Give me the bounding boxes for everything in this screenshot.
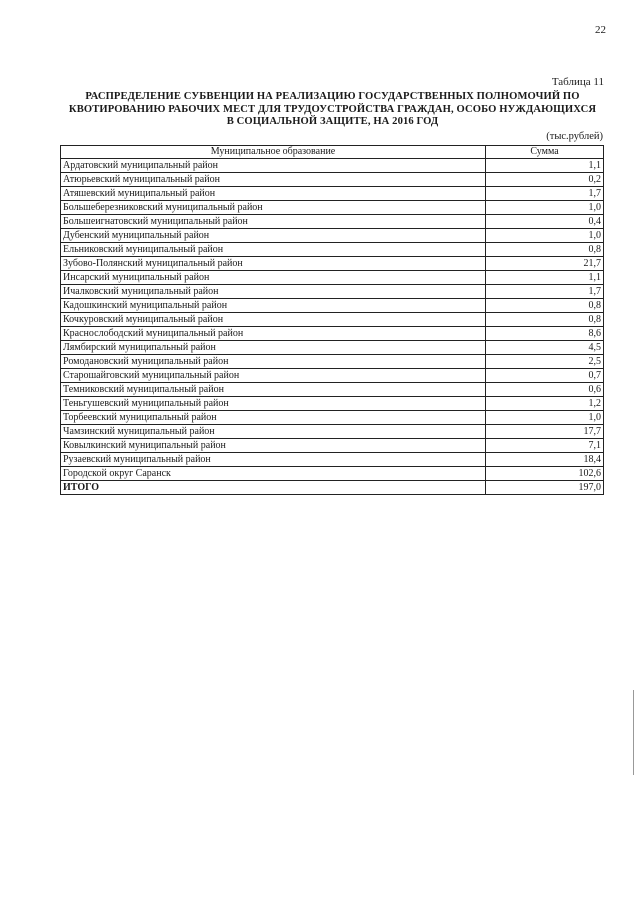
sum-cell: 0,7 (486, 369, 604, 383)
municipality-cell: Торбеевский муниципальный район (61, 411, 486, 425)
table-row (61, 341, 604, 355)
sum-cell: 0,2 (486, 173, 604, 187)
sum-cell: 1,1 (486, 271, 604, 285)
total-label: ИТОГО (61, 481, 486, 495)
sum-cell: 1,7 (486, 187, 604, 201)
table-header-row (61, 146, 604, 159)
document-title (60, 91, 605, 129)
table-row (61, 327, 604, 341)
municipality-cell: Старошайговский муниципальный район (61, 369, 486, 383)
table-row (61, 369, 604, 383)
sum-cell: 8,6 (486, 327, 604, 341)
sum-cell: 1,7 (486, 285, 604, 299)
table-label: Таблица 11 (551, 76, 604, 88)
table-row (61, 215, 604, 229)
sum-cell: 0,8 (486, 313, 604, 327)
municipality-cell: Кочкуровский муниципальный район (61, 313, 486, 327)
sum-cell: 0,4 (486, 215, 604, 229)
municipality-cell: Инсарский муниципальный район (61, 271, 486, 285)
table-row (61, 439, 604, 453)
table-row (61, 243, 604, 257)
column-header-municipality: Муниципальное образование (61, 146, 486, 159)
municipality-cell: Темниковский муниципальный район (61, 383, 486, 397)
table-row (61, 313, 604, 327)
table-row (61, 201, 604, 215)
table-row (61, 285, 604, 299)
municipality-cell: Атюрьевский муниципальный район (61, 173, 486, 187)
total-row (61, 481, 604, 495)
municipality-cell: Теньгушевский муниципальный район (61, 397, 486, 411)
sum-cell: 4,5 (486, 341, 604, 355)
table-row (61, 173, 604, 187)
sum-cell: 17,7 (486, 425, 604, 439)
title-line-2: КВОТИРОВАНИЮ РАБОЧИХ МЕСТ ДЛЯ ТРУДОУСТРОЙСТВА ГРАЖДАН, ОСОБО НУЖДАЮЩИХСЯ (68, 103, 597, 115)
title-line-3: В СОЦИАЛЬНОЙ ЗАЩИТЕ, НА 2016 ГОД (226, 116, 439, 127)
sum-cell: 1,1 (486, 159, 604, 173)
municipality-cell: Большеигнатовский муниципальный район (61, 215, 486, 229)
sum-cell: 1,0 (486, 229, 604, 243)
sum-cell: 0,6 (486, 383, 604, 397)
municipality-cell: Ромодановский муниципальный район (61, 355, 486, 369)
sum-cell: 102,6 (486, 467, 604, 481)
municipality-cell: Зубово-Полянский муниципальный район (61, 257, 486, 271)
municipality-cell: Ельниковский муниципальный район (61, 243, 486, 257)
municipality-cell: Ковылкинский муниципальный район (61, 439, 486, 453)
table-body (61, 159, 604, 495)
municipality-cell: Чамзинский муниципальный район (61, 425, 486, 439)
municipality-cell: Краснослободский муниципальный район (61, 327, 486, 341)
municipality-cell: Городской округ Саранск (61, 467, 486, 481)
sum-cell: 7,1 (486, 439, 604, 453)
table-row (61, 453, 604, 467)
sum-cell: 0,8 (486, 243, 604, 257)
municipality-cell: Ичалковский муниципальный район (61, 285, 486, 299)
table-row (61, 257, 604, 271)
scan-edge-mark (633, 690, 634, 775)
table-row (61, 397, 604, 411)
table-row (61, 355, 604, 369)
sum-cell: 1,2 (486, 397, 604, 411)
table-row (61, 425, 604, 439)
table-row (61, 411, 604, 425)
table-row (61, 299, 604, 313)
municipality-cell: Атяшевский муниципальный район (61, 187, 486, 201)
municipality-cell: Большеберезниковский муниципальный район (61, 201, 486, 215)
table-row (61, 159, 604, 173)
municipality-cell: Кадошкинский муниципальный район (61, 299, 486, 313)
column-header-sum: Сумма (486, 146, 604, 159)
table-row (61, 467, 604, 481)
unit-label: (тыс.рублей) (546, 131, 603, 142)
page-number: 22 (595, 24, 606, 36)
municipality-cell: Дубенский муниципальный район (61, 229, 486, 243)
table-row (61, 187, 604, 201)
title-line-1: РАСПРЕДЕЛЕНИЕ СУБВЕНЦИИ НА РЕАЛИЗАЦИЮ ГОСУДАРСТВЕННЫХ ПОЛНОМОЧИЙ ПО (85, 91, 580, 102)
sum-cell: 21,7 (486, 257, 604, 271)
sum-cell: 0,8 (486, 299, 604, 313)
table-row (61, 383, 604, 397)
table-row (61, 271, 604, 285)
sum-cell: 1,0 (486, 201, 604, 215)
sum-cell: 18,4 (486, 453, 604, 467)
table-row (61, 229, 604, 243)
sum-cell: 1,0 (486, 411, 604, 425)
municipality-cell: Лямбирский муниципальный район (61, 341, 486, 355)
total-sum: 197,0 (486, 481, 604, 495)
sum-cell: 2,5 (486, 355, 604, 369)
subsidy-table (60, 145, 604, 495)
municipality-cell: Ардатовский муниципальный район (61, 159, 486, 173)
municipality-cell: Рузаевский муниципальный район (61, 453, 486, 467)
